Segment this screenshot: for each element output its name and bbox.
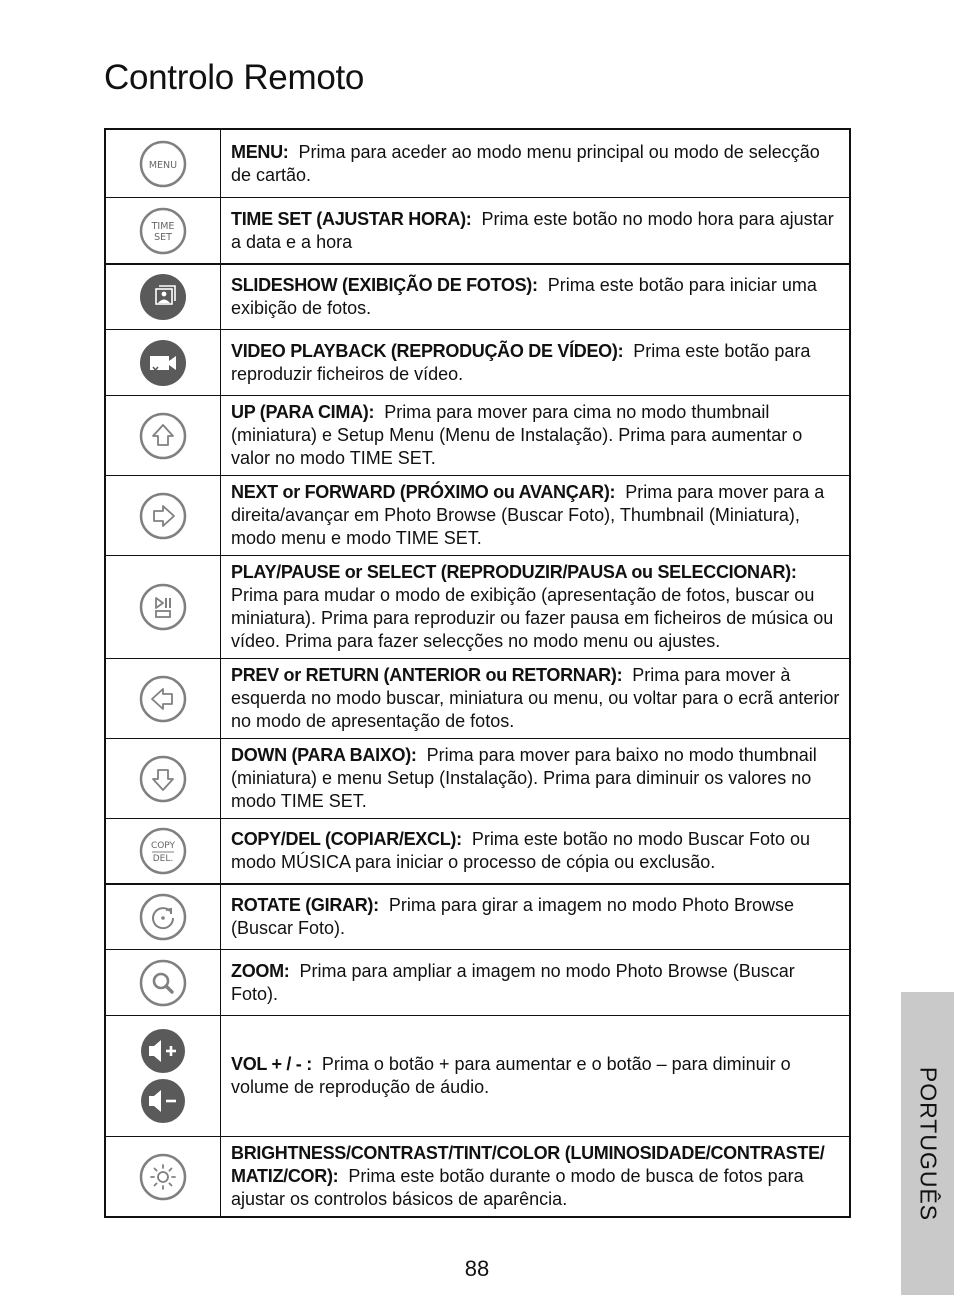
row-description: Prima para aceder ao modo menu principal ou modo de selecção de cartão. — [231, 141, 820, 185]
row-label: VOL + / - : — [231, 1054, 312, 1074]
up-arrow-button-icon — [139, 412, 187, 460]
language-label: PORTUGUÊS — [915, 1066, 941, 1221]
right-arrow-button-icon — [139, 492, 187, 540]
rotate-button-icon — [139, 893, 187, 941]
table-row — [106, 475, 849, 555]
table-row — [106, 263, 849, 329]
row-description: Prima este botão no modo Buscar Foto ou modo MÚSICA para iniciar o processo de cópia ou exclusão. — [231, 829, 810, 872]
remote-control-table — [104, 128, 851, 1218]
table-row — [106, 1015, 849, 1136]
time-label: TIME — [151, 220, 175, 232]
table-row — [106, 883, 849, 949]
row-label: PLAY/PAUSE or SELECT (REPRODUZIR/PAUSA ou SELECCIONAR): — [231, 562, 797, 582]
set-label: SET — [154, 231, 172, 243]
row-label: PREV or RETURN (ANTERIOR ou RETORNAR): — [231, 665, 623, 685]
row-label: MENU: — [231, 141, 289, 162]
table-row — [106, 949, 849, 1015]
volume-up-icon — [140, 1028, 186, 1074]
menu-button-label: MENU — [148, 159, 178, 171]
row-description: Prima para girar a imagem no modo Photo Browse (Buscar Foto). — [231, 895, 795, 938]
row-description: Prima para ampliar a imagem no modo Photo Browse (Buscar Foto). — [231, 960, 795, 1004]
row-description: Prima para mudar o modo de exibição (apresentação de fotos, buscar ou miniatura). Prima para reproduzir ou fazer pausa em ficheiros de música ou vídeo. Prima para fazer selecções no modo menu ou ajustes. — [231, 585, 834, 651]
row-description: Prima este botão durante o modo de busca de fotos para ajustar os controlos básicos de aparência. — [231, 1166, 804, 1209]
table-row — [106, 329, 849, 395]
row-label: ROTATE (GIRAR): — [231, 895, 379, 915]
del-label: DEL. — [152, 854, 174, 864]
row-description: Prima para mover para baixo no modo thumbnail (miniatura) e menu Setup (Instalação). Prima para diminuir os valores no modo TIME SET. — [231, 745, 817, 811]
row-description: Prima para mover à esquerda no modo buscar, miniatura ou menu, ou voltar para o ecrã anterior no modo de apresentação de fotos. — [231, 665, 840, 731]
left-arrow-button-icon — [139, 675, 187, 723]
row-description: Prima o botão + para aumentar e o botão – para diminuir o volume de reprodução de áudio. — [231, 1054, 791, 1097]
menu-button-icon — [139, 140, 187, 188]
volume-down-icon — [140, 1078, 186, 1124]
table-row — [106, 555, 849, 658]
video-playback-button-icon — [139, 339, 187, 387]
row-description: Prima para mover para cima no modo thumbnail (miniatura) e Setup Menu (Menu de Instalação). Prima para aumentar o valor no modo TIME SET. — [231, 402, 803, 468]
row-label: UP (PARA CIMA): — [231, 402, 375, 422]
slideshow-button-icon — [139, 273, 187, 321]
volume-buttons-icon — [140, 1028, 186, 1124]
page-title: Controlo Remoto — [104, 58, 365, 97]
table-row — [106, 197, 849, 263]
row-description: Prima este botão para reproduzir ficheiros de vídeo. — [231, 340, 811, 384]
row-label: BRIGHTNESS/CONTRAST/TINT/COLOR (LUMINOSIDADE/CONTRASTE/ MATIZ/COR): — [231, 1143, 825, 1186]
row-label: NEXT or FORWARD (PRÓXIMO ou AVANÇAR): — [231, 482, 616, 502]
down-arrow-button-icon — [139, 755, 187, 803]
row-description: Prima este botão para iniciar uma exibição de fotos. — [231, 275, 817, 318]
table-row — [106, 130, 849, 197]
time-set-button-icon — [139, 207, 187, 255]
row-label: COPY/DEL (COPIAR/EXCL): — [231, 829, 462, 849]
copy-label: COPY — [150, 841, 176, 851]
play-pause-button-icon — [139, 583, 187, 631]
table-row — [106, 818, 849, 883]
row-label: TIME SET (AJUSTAR HORA): — [231, 208, 472, 229]
row-label: ZOOM: — [231, 960, 290, 981]
row-label: SLIDESHOW (EXIBIÇÃO DE FOTOS): — [231, 275, 538, 295]
brightness-button-icon — [139, 1153, 187, 1201]
row-label: VIDEO PLAYBACK (REPRODUÇÃO DE VÍDEO): — [231, 340, 624, 361]
table-row — [106, 738, 849, 818]
row-description: Prima este botão no modo hora para ajustar a data e a hora — [231, 208, 834, 252]
row-description: Prima para mover para a direita/avançar em Photo Browse (Buscar Foto), Thumbnail (Miniatura), modo menu e modo TIME SET. — [231, 482, 825, 548]
table-row — [106, 658, 849, 738]
row-label: DOWN (PARA BAIXO): — [231, 745, 417, 765]
table-row — [106, 395, 849, 475]
copy-del-button-icon — [139, 827, 187, 875]
table-row — [106, 1136, 849, 1216]
language-side-tab — [901, 992, 954, 1295]
page-number: 88 — [464, 1256, 490, 1281]
zoom-button-icon — [139, 959, 187, 1007]
